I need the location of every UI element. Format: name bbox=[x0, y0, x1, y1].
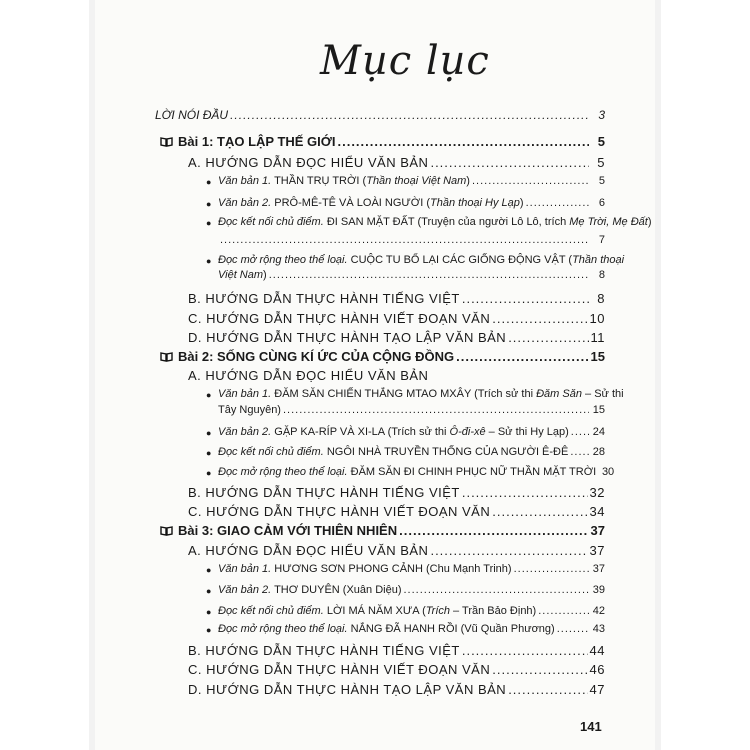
toc-item[interactable] bbox=[218, 466, 615, 478]
toc-section[interactable] bbox=[188, 662, 605, 677]
leader-dots bbox=[399, 523, 588, 538]
toc-page-number: 5 bbox=[597, 134, 605, 149]
bullet-icon: ● bbox=[206, 448, 212, 458]
leader-dots bbox=[462, 291, 589, 306]
section-title: A. HƯỚNG DẪN ĐỌC HIỂU VĂN BẢN bbox=[188, 368, 429, 383]
lesson-title: Bài 3: GIAO CẢM VỚI THIÊN NHIÊN bbox=[178, 523, 398, 538]
item-text: ĐI SAN MẶT ĐẤT (Truyện của người Lô Lô, trích bbox=[323, 216, 570, 228]
leader-dots bbox=[337, 134, 589, 149]
toc-row-intro[interactable] bbox=[155, 108, 605, 122]
toc-section[interactable] bbox=[188, 330, 605, 345]
toc-page-number: 11 bbox=[590, 330, 605, 345]
toc-item-second-line[interactable] bbox=[218, 269, 605, 281]
item-text: HƯƠNG SƠN PHONG CẢNH (Chu Mạnh Trinh) bbox=[271, 563, 512, 575]
leader-dots bbox=[526, 197, 589, 209]
toc-section[interactable] bbox=[188, 543, 605, 558]
item-text: CUỘC TU BỔ LẠI CÁC GIỐNG ĐỘNG VẬT ( bbox=[347, 254, 573, 266]
toc-item[interactable] bbox=[218, 426, 605, 438]
toc-page-number: 28 bbox=[592, 446, 605, 458]
toc-section[interactable] bbox=[188, 311, 605, 326]
item-text: NẮNG ĐÃ HANH RỒI (Vũ Quần Phương) bbox=[347, 623, 555, 635]
item-note: Thần thoại bbox=[572, 254, 625, 266]
leader-dots bbox=[462, 643, 588, 658]
toc-page-number: 37 bbox=[590, 523, 605, 538]
item-lead: Đọc mở rộng theo thể loại. bbox=[218, 466, 348, 478]
toc-page-number: 5 bbox=[598, 175, 605, 187]
toc-item[interactable] bbox=[218, 605, 605, 617]
toc-page-number: 43 bbox=[592, 623, 605, 635]
toc-item-first-line[interactable] bbox=[218, 254, 624, 266]
item-note: Thần thoại Hy Lạp bbox=[430, 197, 520, 209]
toc-section[interactable] bbox=[188, 155, 605, 170]
item-lead: Đọc mở rộng theo thể loại. bbox=[218, 254, 348, 266]
toc-section[interactable] bbox=[188, 682, 605, 697]
toc-section[interactable] bbox=[188, 643, 605, 658]
item-lead: Đọc kết nối chủ điểm. bbox=[218, 216, 324, 228]
leader-dots bbox=[514, 563, 589, 575]
toc-page-number: 32 bbox=[589, 485, 605, 500]
toc-page-number: 3 bbox=[598, 108, 605, 122]
toc-intro-label: LỜI NÓI ĐẦU bbox=[155, 108, 229, 122]
bullet-icon: ● bbox=[206, 565, 212, 575]
bullet-icon: ● bbox=[206, 177, 212, 187]
item-tail: – Trần Bảo Định) bbox=[450, 605, 537, 617]
leader-dots bbox=[456, 349, 588, 364]
toc-page-number: 37 bbox=[592, 563, 605, 575]
toc-page-number: 8 bbox=[597, 291, 605, 306]
toc-page-number: 15 bbox=[592, 404, 605, 416]
page-title: Mục lục bbox=[320, 38, 490, 84]
toc-lesson-1[interactable] bbox=[160, 134, 605, 149]
item-tail: ) bbox=[263, 269, 267, 281]
page-number: 141 bbox=[580, 719, 602, 734]
toc-item-first-line[interactable] bbox=[218, 216, 652, 228]
item-note: Thần thoại Việt Nam bbox=[366, 175, 467, 187]
leader-dots bbox=[472, 175, 589, 187]
toc-section[interactable] bbox=[188, 291, 605, 306]
toc-page-number: 42 bbox=[592, 605, 605, 617]
item-lead: Văn bản 1. bbox=[218, 175, 272, 187]
leader-dots bbox=[508, 330, 588, 345]
bullet-icon: ● bbox=[206, 607, 212, 617]
item-text: PRÔ-MÊ-TÊ VÀ LOÀI NGƯỜI ( bbox=[271, 197, 431, 209]
bullet-icon: ● bbox=[206, 218, 212, 228]
section-title: D. HƯỚNG DẪN THỰC HÀNH TẠO LẬP VĂN BẢN bbox=[188, 682, 507, 697]
item-lead: Đọc mở rộng theo thể loại. bbox=[218, 623, 348, 635]
item-text: ĐĂM SĂN CHIẾN THẮNG MTAO MXÂY (Trích sử thi bbox=[271, 388, 537, 400]
leader-dots bbox=[269, 269, 589, 281]
leader-dots bbox=[220, 234, 589, 246]
item-lead: Đọc kết nối chủ điểm. bbox=[218, 446, 324, 458]
leader-dots bbox=[571, 426, 589, 438]
item-note: Trích bbox=[425, 605, 450, 617]
bullet-icon: ● bbox=[206, 468, 212, 478]
toc-item[interactable] bbox=[218, 584, 605, 596]
section-title: A. HƯỚNG DẪN ĐỌC HIỂU VĂN BẢN bbox=[188, 543, 429, 558]
toc-item[interactable] bbox=[218, 175, 605, 187]
section-title: B. HƯỚNG DẪN THỰC HÀNH TIẾNG VIỆT bbox=[188, 291, 460, 306]
toc-page-number: 6 bbox=[598, 197, 605, 209]
toc-page-number: 7 bbox=[598, 234, 605, 246]
item-tail: ) bbox=[647, 216, 652, 228]
toc-lesson-3[interactable] bbox=[160, 523, 605, 538]
item-tail: ) bbox=[519, 197, 524, 209]
leader-dots bbox=[430, 543, 587, 558]
leader-dots bbox=[283, 404, 589, 416]
item-text: ĐĂM SĂN ĐI CHINH PHỤC NỮ THẦN MẶT TRỜI bbox=[347, 466, 597, 478]
item-text: THƠ DUYÊN (Xuân Diệu) bbox=[271, 584, 402, 596]
toc-page-number: 24 bbox=[592, 426, 605, 438]
leader-dots bbox=[430, 155, 589, 170]
open-book-icon bbox=[160, 352, 173, 362]
item-note: Mẹ Trời, Mẹ Đất bbox=[569, 216, 648, 228]
toc-item[interactable] bbox=[218, 446, 605, 458]
leader-dots bbox=[538, 605, 589, 617]
bullet-icon: ● bbox=[206, 428, 212, 438]
toc-item[interactable] bbox=[218, 563, 605, 575]
item-lead: Đọc kết nối chủ điểm. bbox=[218, 605, 324, 617]
toc-page-number: 39 bbox=[592, 584, 605, 596]
bullet-icon: ● bbox=[206, 199, 212, 209]
item-text: GẶP KA-RÍP VÀ XI-LA (Trích sử thi bbox=[271, 426, 450, 438]
toc-page-number: 5 bbox=[597, 155, 605, 170]
toc-page-number: 15 bbox=[590, 349, 605, 364]
section-title: C. HƯỚNG DẪN THỰC HÀNH VIẾT ĐOẠN VĂN bbox=[188, 662, 491, 677]
leader-dots bbox=[462, 485, 588, 500]
leader-dots bbox=[492, 504, 587, 519]
toc-lesson-2[interactable] bbox=[160, 349, 605, 364]
toc-section[interactable] bbox=[188, 504, 605, 519]
toc-item-first-line[interactable] bbox=[218, 388, 624, 400]
section-title: B. HƯỚNG DẪN THỰC HÀNH TIẾNG VIỆT bbox=[188, 643, 460, 658]
leader-dots bbox=[403, 584, 589, 596]
toc-page-number: 8 bbox=[598, 269, 605, 281]
toc-item[interactable] bbox=[218, 623, 605, 635]
leader-dots bbox=[492, 311, 587, 326]
item-tail: – Sử thi Hy Lạp) bbox=[485, 426, 569, 438]
item-tail: – Sử thi bbox=[581, 388, 624, 400]
leader-dots bbox=[492, 662, 587, 677]
leader-dots bbox=[230, 108, 589, 122]
item-lead: Văn bản 2. bbox=[218, 584, 272, 596]
bullet-icon: ● bbox=[206, 390, 212, 400]
item-lead: Văn bản 2. bbox=[218, 197, 272, 209]
section-title: D. HƯỚNG DẪN THỰC HÀNH TẠO LẬP VĂN BẢN bbox=[188, 330, 507, 345]
toc-item-second-line[interactable] bbox=[218, 404, 605, 416]
bullet-icon: ● bbox=[206, 586, 212, 596]
lesson-title: Bài 1: TẠO LẬP THẾ GIỚI bbox=[178, 134, 336, 149]
section-title: C. HƯỚNG DẪN THỰC HÀNH VIẾT ĐOẠN VĂN bbox=[188, 504, 491, 519]
toc-page-number: 10 bbox=[589, 311, 605, 326]
toc-section[interactable] bbox=[188, 368, 605, 383]
item-text: NGÔI NHÀ TRUYỀN THỐNG CỦA NGƯỜI Ê-ĐÊ bbox=[323, 446, 569, 458]
leader-dots bbox=[508, 682, 587, 697]
leader-dots bbox=[557, 623, 589, 635]
item-note: Đăm Săn bbox=[536, 388, 582, 400]
toc-page-number: 47 bbox=[589, 682, 605, 697]
item-lead: Văn bản 1. bbox=[218, 388, 272, 400]
section-title: B. HƯỚNG DẪN THỰC HÀNH TIẾNG VIỆT bbox=[188, 485, 460, 500]
section-title: C. HƯỚNG DẪN THỰC HÀNH VIẾT ĐOẠN VĂN bbox=[188, 311, 491, 326]
toc-page-number: 44 bbox=[589, 643, 605, 658]
item-lead: Văn bản 2. bbox=[218, 426, 272, 438]
item-lead: Văn bản 1. bbox=[218, 563, 272, 575]
open-book-icon bbox=[160, 526, 173, 536]
toc-page-number: 30 bbox=[601, 466, 615, 478]
section-title: A. HƯỚNG DẪN ĐỌC HIỂU VĂN BẢN bbox=[188, 155, 429, 170]
open-book-icon bbox=[160, 137, 173, 147]
toc-section[interactable] bbox=[188, 485, 605, 500]
item-note: Ô-đi-xê bbox=[449, 426, 486, 438]
item-text-continued: Tây Nguyên) bbox=[218, 404, 281, 416]
toc-item[interactable] bbox=[218, 197, 605, 209]
leader-dots bbox=[570, 446, 589, 458]
toc-page-number: 37 bbox=[589, 543, 605, 558]
toc-page-number: 46 bbox=[589, 662, 605, 677]
bullet-icon: ● bbox=[206, 256, 212, 266]
item-text: THẦN TRỤ TRỜI ( bbox=[271, 175, 367, 187]
item-note-continued: Việt Nam bbox=[218, 269, 264, 281]
item-text: LỜI MÁ NĂM XƯA ( bbox=[323, 605, 426, 617]
toc-item-second-line[interactable] bbox=[218, 234, 605, 246]
item-tail: ) bbox=[466, 175, 470, 187]
lesson-title: Bài 2: SỐNG CÙNG KÍ ỨC CỦA CỘNG ĐỒNG bbox=[178, 349, 455, 364]
toc-page-number: 34 bbox=[589, 504, 605, 519]
bullet-icon: ● bbox=[206, 625, 212, 635]
